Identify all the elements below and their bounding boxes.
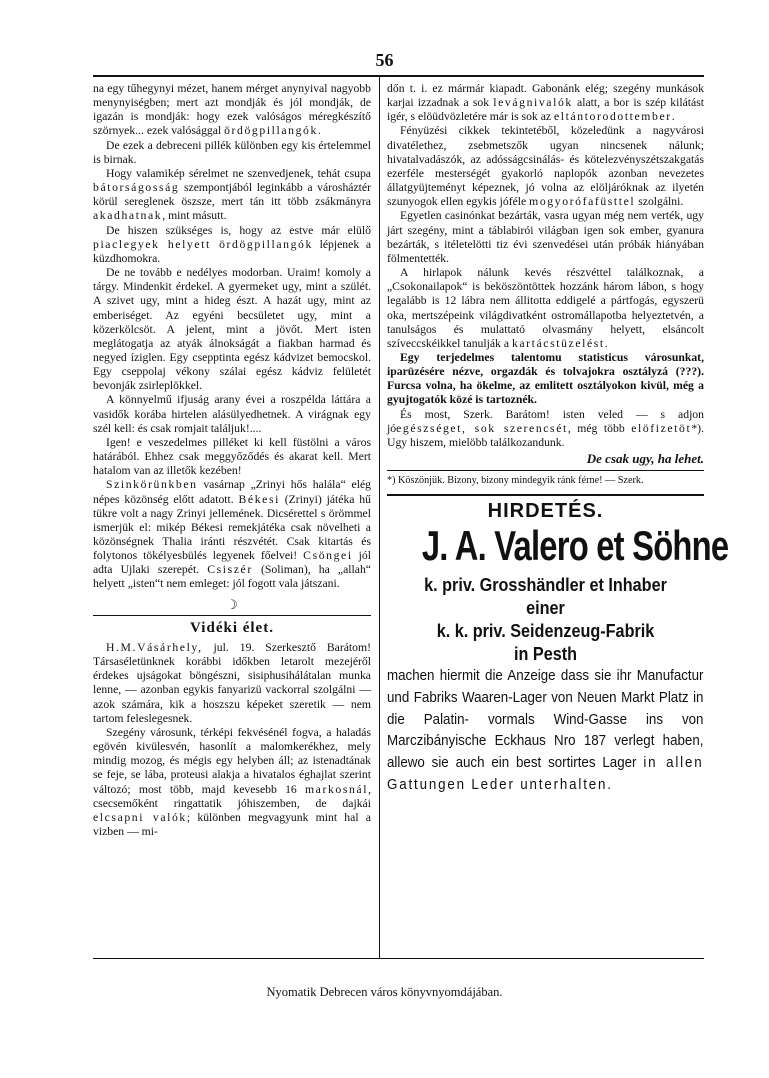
paragraph: De ne tovább e nedélyes modorban. Uraim! komoly a tárgy. Mindenkit érdekel. A gyermeket ugy, mint a szülét. A szivet ugy, mint a hideg észt. A hazát ugy, mint az emberiséget. Az egyéni becsületet ugy, mint a közerkölcsöt. A jelent, mint a jövőt. Mert isten meglátogatja az atyák álnokságát a fiakban harmad és negyed íziglen. Egy csepptinta egész kádvizet bemocskol. Egy cseppolaj vékony szálai egész kádviz felületét bevonják zsirleplökkel. bbox=[93, 266, 371, 393]
advert-heading: HIRDETÉS. bbox=[487, 500, 604, 523]
advert-firm-name: J. A. Valero et Söhne bbox=[421, 522, 729, 570]
column-divider bbox=[379, 77, 380, 958]
advert-subtitle-3: in Pesth bbox=[513, 644, 577, 665]
top-rule bbox=[93, 75, 704, 77]
paragraph: De ezek a debreceni pillék különben egy kis értelemmel is birnak. bbox=[93, 138, 371, 166]
paragraph: Igen! e veszedelmes pilléket ki kell füstölni a város határából. Ehhez csak meggyőződés és akarat kell. Mert hatalom van az illetők kezében! bbox=[93, 435, 371, 478]
paragraph: És most, Szerk. Barátom! isten veled — s adjon jóegészséget, sok szerencsét, még több elöfizetöt*). Ugy hiszem, mielöbb találkozandunk. bbox=[387, 407, 704, 449]
paragraph: dőn t. i. ez mármár kiapadt. Gabonánk elég; szegény munkások karjai izzadnak a sok levágnivalók alatt, a bor is szép kilátást igér, s elöüdvözletére már is sok az eltántorodottember. bbox=[387, 82, 705, 124]
page-number: 56 bbox=[375, 50, 394, 70]
paragraph: Szegény városunk, térképi fekvésénél fogva, a haladás egövén kivülesvén, hasonlít a malomkerékhez, mely mindig mozog, és mégis egy helyben áll; az istenadtának se feje, se lába, proteusi alakja a hivatalos éghajlat szerint változó; most több, majd kevesebb 16 markosnál, csecsemőként ringattatik jóhiszemben, de dajkái elcsapni valók; különben megvagyunk mint hal a vizben — mi- bbox=[93, 725, 371, 838]
footnote: *) Köszönjük. Bizony, bizony mindegyik ránk férne! — Szerk. bbox=[387, 475, 644, 487]
right-column bbox=[387, 82, 729, 797]
paragraph: na egy tűhegynyi mézet, hanem mérget anynyival nagyobb menynyiségben; mert azt mondják és jól mondják, de igazán is mondják: hogy ezek valóságos méregkészítő szörnyek... ezek valósággal ördögpillangók. bbox=[93, 82, 371, 138]
paragraph: Egy terjedelmes talentomu statisticus városunkat, iparüzésére nézve, orgazdák és tolvajokra osztályzá (???). Furcsa volna, ha ökelme, az emlitett osztályokon kivül, még a gyujtogatók közé is tartoznék. bbox=[387, 350, 704, 407]
advert-subtitle-1: k. priv. Grosshändler et Inhaber einer bbox=[424, 575, 667, 619]
paragraph: De hiszen szükséges is, hogy az estve már elülő piaclegyek helyett ördögpillangók lépjenek a küzdhomokra. bbox=[93, 223, 372, 265]
paragraph: A könnyelmű ifjuság arany évei a roszpéldа láttára a vasidők korába hirtelen alásülyedhetnek. A virágnak egy szél kell: és csak romjait találjuk!.... bbox=[93, 393, 371, 435]
bottom-rule bbox=[93, 958, 704, 959]
signature: De csak ugy, ha lehet. bbox=[586, 451, 704, 467]
section-title: Vidéki élet. bbox=[190, 619, 274, 636]
paragraph: Egyetlen casinónkat bezárták, vasra ugyan még nem verték, ugy járt szegény, mint a táblabirói világban igen sok ember, gyanura bezárták, s itéletelötti tiz évi szenvedései után próbák hiányában fölmentették. bbox=[387, 209, 704, 265]
printer-imprint: Nyomatik Debrecen város könyvnyomdájában. bbox=[266, 985, 503, 999]
paragraph: Hogy valamikép sérelmet ne szenvedjenek, tehát csupa bátorságosság szempontjából leginkább a városháztér körül sereglenek öszsze, mert tán itt több zsákmányra akadhatnak, mint másutt. bbox=[93, 166, 371, 223]
advert-body: machen hiermit die Anzeige dass sie ihr Manufactur und Fabriks Waaren-Lager von Neuen Markt Platz in die Palatin- vormals Wind-Gasse ins von Marczibányische Eckhaus Nro 187 verlegt haben, allewo sie auch ein best sortirtes Lager in allen Gattungen Leder unterhalten. bbox=[387, 668, 704, 793]
footnote-rule bbox=[387, 470, 704, 471]
paragraph: A hirlapok nálunk kevés részvéttel találkoznak, a „Csokonailapok“ is beköszöntöttek hozzánk három lábon, s hogy legalább is 12 lábra nem állitotta eddigelé a pártfogás, egyszerü oka, mertszépeink világdivatként ostromállapotba helyeztetvén, a tanulságos és mulattató olvasmány helyett, elsáncolt szíveccskéikkel tanulják a kartácstüzelést. bbox=[387, 266, 704, 350]
advert-subtitle-2: k. k. priv. Seidenzeug-Fabrik bbox=[436, 621, 655, 642]
paragraph: H.M.Vásárhely, jul. 19. Szerkesztő Barátom! Társaséletünknek korábbi időkben letarolt mezejéről érdekes ujságokat böngészni, sisiphusihálátalan munka lenne, — azonban egykis fanyarizü vackorral szolgálni — azok számára, kik a hoszszu képeket szeretik — nem tartom feleslegesnek. bbox=[93, 640, 371, 725]
left-column bbox=[93, 82, 371, 839]
paragraph: Szinkörünkben vasárnap „Zrinyi hős halála“ elég népes közönség előtt adatott. Békesi (Zrinyi) játéka hű tükre volt a nagy Zrinyi jellemének. Dicsérettel s örömmel ismerjük el: mikép Békesi remekjátéka csak növelheti a közönségnek Thalia iránti részvétét. Csak kitartás és folytonos tökélyesbülés legyenek főelvei! Csöngei jól adta Ujlaki szerepét. Csiszér (Soliman), ha „allah“ helyett „isten“t nem emleget: jól fogott vala játszani. bbox=[93, 478, 371, 591]
section-rule bbox=[93, 615, 371, 616]
moon-ornament-icon: ☽ bbox=[226, 596, 238, 612]
paragraph: Fényüzési cikkek tekintetéből, közeledünk a nagyvárosi divatélethez, zsebmetszők ugyan nincsenek nálunk; hivatalvadászók, az adósságcsinálás- és kötelezvényszétszakgatás ezerféle mesterségét gyakorló naplopók azonban nevezetes állatgyüjteményt képeznek, jó volna az elöljáróknak az ilyetén szunyogok ellen egykis jóféle mogyorófafüsttel szolgálni. bbox=[387, 124, 704, 209]
advert-rule bbox=[387, 494, 704, 496]
